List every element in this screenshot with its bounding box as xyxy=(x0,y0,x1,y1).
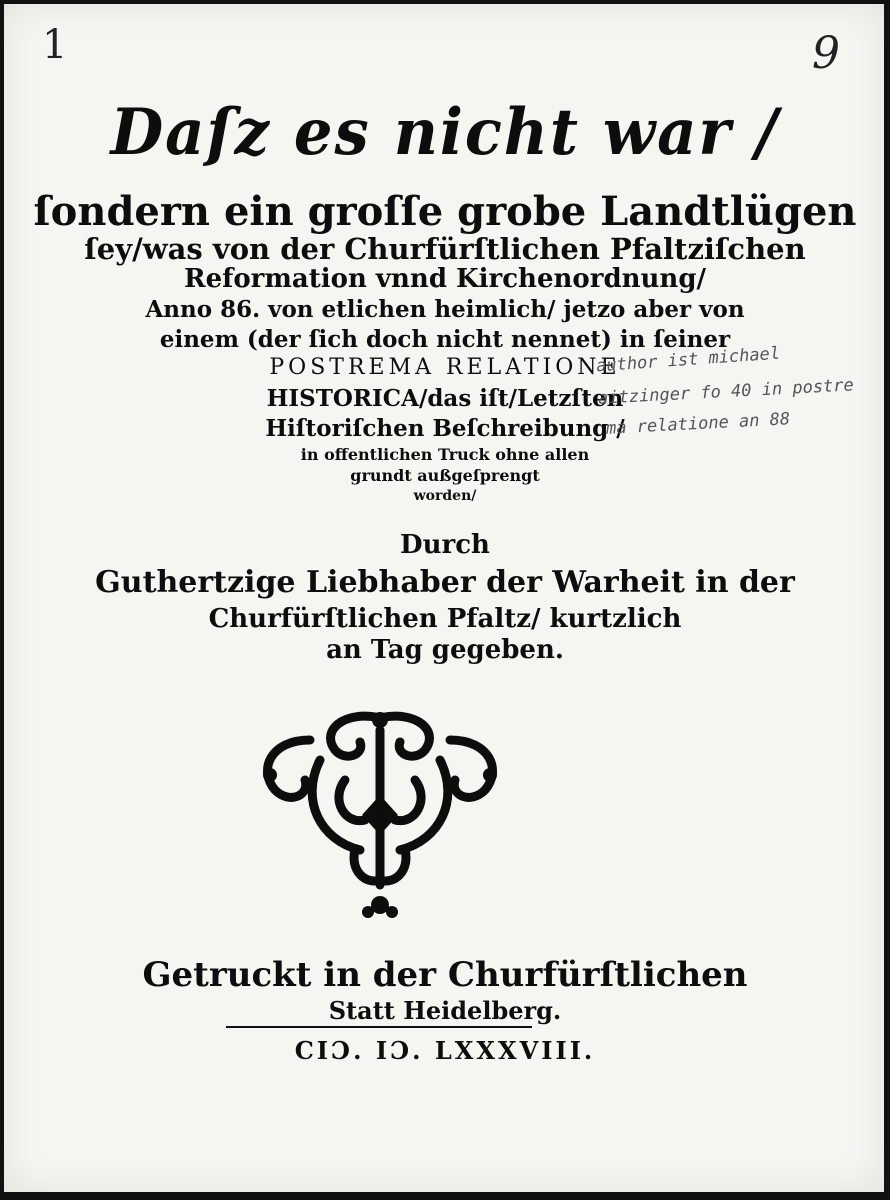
imprint-line-1: Getruckt in der Churfürſtlichen xyxy=(142,955,748,995)
title-line-3: ſey/was von der Churfürſtlichen Pfaltziſchen xyxy=(84,232,806,266)
imprint-line-2: Statt Heidelberg. xyxy=(328,996,562,1025)
title-line-9: Hiſtoriſchen Beſchreibung / xyxy=(265,415,625,442)
handwritten-note-line-3: ma relatione an 88 xyxy=(605,409,791,439)
imprint-year: CIƆ. IƆ. LXXXVIII. xyxy=(294,1036,596,1065)
fleuron-ornament-icon xyxy=(250,700,510,925)
title-line-2: ſondern ein groſſe grobe Landtlügen xyxy=(33,188,857,235)
title-line-5: Anno 86. von etlichen heimlich/ jetzo aber von xyxy=(145,296,745,323)
imprint-rule xyxy=(226,1026,532,1028)
title-line-11: grundt außgeſprengt xyxy=(350,466,540,485)
margin-mark-left: 1 xyxy=(42,22,68,68)
page-number-handwritten: 9 xyxy=(812,28,840,79)
author-durch: Durch xyxy=(400,530,490,560)
author-line-3: Churfürſtlichen Pfaltz/ kurtzlich xyxy=(208,604,682,634)
author-line-2: Guthertzige Liebhaber der Warheit in der xyxy=(95,565,795,600)
title-line-1: Daſz es nicht war / xyxy=(110,95,780,170)
handwritten-note-line-2: aitzinger fo 40 in postre xyxy=(597,375,855,409)
handwritten-note-line-1: author ist michael xyxy=(595,343,781,377)
title-line-10: in offentlichen Truck ohne allen xyxy=(300,445,590,464)
author-line-4: an Tag gegeben. xyxy=(326,635,564,665)
title-line-12: worden/ xyxy=(413,488,477,504)
title-line-7: POSTREMA RELATIONE xyxy=(269,355,621,380)
title-line-4: Reformation vnnd Kirchenordnung/ xyxy=(183,264,707,294)
title-line-6: einem (der ſich doch nicht nennet) in ſeiner xyxy=(159,326,731,353)
title-line-8: HISTORICA/das iſt/Letzſten xyxy=(266,385,624,412)
